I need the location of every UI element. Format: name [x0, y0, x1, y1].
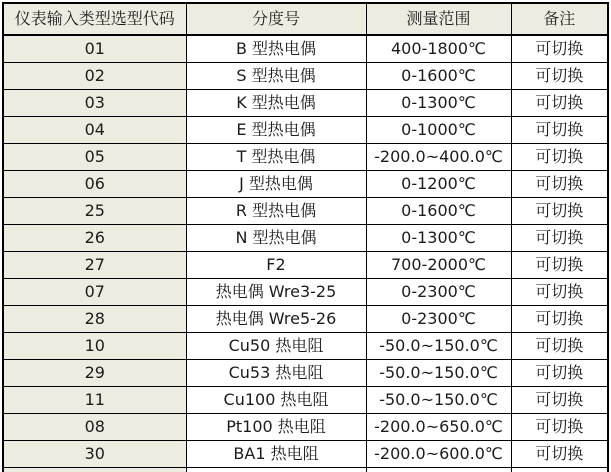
range-cell: 0-1600℃: [366, 198, 511, 225]
graduation-cell: R 型热电偶: [186, 198, 366, 225]
table-row: [3, 414, 608, 441]
note-cell: 可切换: [511, 441, 608, 468]
note-cell: 可切换: [511, 171, 608, 198]
table-header-row: [3, 3, 608, 35]
table-row: [3, 360, 608, 387]
note-cell: 可切换: [511, 387, 608, 414]
graduation-cell: K 型热电偶: [186, 90, 366, 117]
table-row: [3, 171, 608, 198]
table-row: [3, 63, 608, 90]
code-cell: 27: [3, 252, 186, 279]
graduation-cell: F2: [186, 252, 366, 279]
graduation-cell: T 型热电偶: [186, 144, 366, 171]
table-row: [3, 144, 608, 171]
range-cell: 0-1000℃: [366, 117, 511, 144]
code-cell: 08: [3, 414, 186, 441]
code-cell: 25: [3, 198, 186, 225]
table-row: [3, 333, 608, 360]
range-cell: -50.0~150.0℃: [366, 333, 511, 360]
table-row: [3, 198, 608, 225]
range-cell: 0-1200℃: [366, 171, 511, 198]
code-cell: 30: [3, 441, 186, 468]
empty-cell: [511, 468, 608, 472]
graduation-cell: Pt100 热电阻: [186, 414, 366, 441]
table-row: [3, 117, 608, 144]
note-cell: 可切换: [511, 63, 608, 90]
code-cell: 02: [3, 63, 186, 90]
column-header-code: 仪表输入类型选型代码: [3, 3, 186, 35]
code-cell: 29: [3, 360, 186, 387]
table-row: [3, 225, 608, 252]
note-cell: 可切换: [511, 90, 608, 117]
table-row: [3, 441, 608, 468]
graduation-cell: BA1 热电阻: [186, 441, 366, 468]
graduation-cell: S 型热电偶: [186, 63, 366, 90]
code-cell: 06: [3, 171, 186, 198]
code-cell: 03: [3, 90, 186, 117]
note-cell: 可切换: [511, 144, 608, 171]
empty-cell: [3, 468, 186, 472]
empty-cell: [366, 468, 511, 472]
graduation-cell: B 型热电偶: [186, 35, 366, 63]
graduation-cell: Cu100 热电阻: [186, 387, 366, 414]
graduation-cell: Cu53 热电阻: [186, 360, 366, 387]
note-cell: 可切换: [511, 306, 608, 333]
table-row: [3, 306, 608, 333]
range-cell: 0-2300℃: [366, 279, 511, 306]
table-row: [3, 90, 608, 117]
note-cell: 可切换: [511, 117, 608, 144]
note-cell: 可切换: [511, 414, 608, 441]
graduation-cell: E 型热电偶: [186, 117, 366, 144]
range-cell: 400-1800℃: [366, 35, 511, 63]
code-cell: 05: [3, 144, 186, 171]
table-row: [3, 279, 608, 306]
column-header-note: 备注: [511, 3, 608, 35]
empty-cell: [186, 468, 366, 472]
code-cell: 01: [3, 35, 186, 63]
table-body: [3, 35, 608, 472]
code-cell: 28: [3, 306, 186, 333]
table-row: [3, 387, 608, 414]
table-row: [3, 252, 608, 279]
note-cell: 可切换: [511, 279, 608, 306]
graduation-cell: J 型热电偶: [186, 171, 366, 198]
instrument-input-type-table: [2, 2, 609, 472]
range-cell: -50.0~150.0℃: [366, 360, 511, 387]
code-cell: 07: [3, 279, 186, 306]
graduation-cell: Cu50 热电阻: [186, 333, 366, 360]
table-row: [3, 35, 608, 63]
range-cell: 0-1300℃: [366, 225, 511, 252]
note-cell: 可切换: [511, 35, 608, 63]
range-cell: 700-2000℃: [366, 252, 511, 279]
note-cell: 可切换: [511, 333, 608, 360]
column-header-graduation: 分度号: [186, 3, 366, 35]
range-cell: 0-1300℃: [366, 90, 511, 117]
range-cell: -200.0~400.0℃: [366, 144, 511, 171]
code-cell: 26: [3, 225, 186, 252]
column-header-range: 测量范围: [366, 3, 511, 35]
note-cell: 可切换: [511, 360, 608, 387]
graduation-cell: N 型热电偶: [186, 225, 366, 252]
range-cell: -200.0~600.0℃: [366, 441, 511, 468]
code-cell: 04: [3, 117, 186, 144]
range-cell: 0-2300℃: [366, 306, 511, 333]
graduation-cell: 热电偶 Wre3-25: [186, 279, 366, 306]
range-cell: -50.0~150.0℃: [366, 387, 511, 414]
note-cell: 可切换: [511, 225, 608, 252]
graduation-cell: 热电偶 Wre5-26: [186, 306, 366, 333]
range-cell: -200.0~650.0℃: [366, 414, 511, 441]
note-cell: 可切换: [511, 198, 608, 225]
table-row-partial: [3, 468, 608, 472]
code-cell: 11: [3, 387, 186, 414]
range-cell: 0-1600℃: [366, 63, 511, 90]
code-cell: 10: [3, 333, 186, 360]
note-cell: 可切换: [511, 252, 608, 279]
